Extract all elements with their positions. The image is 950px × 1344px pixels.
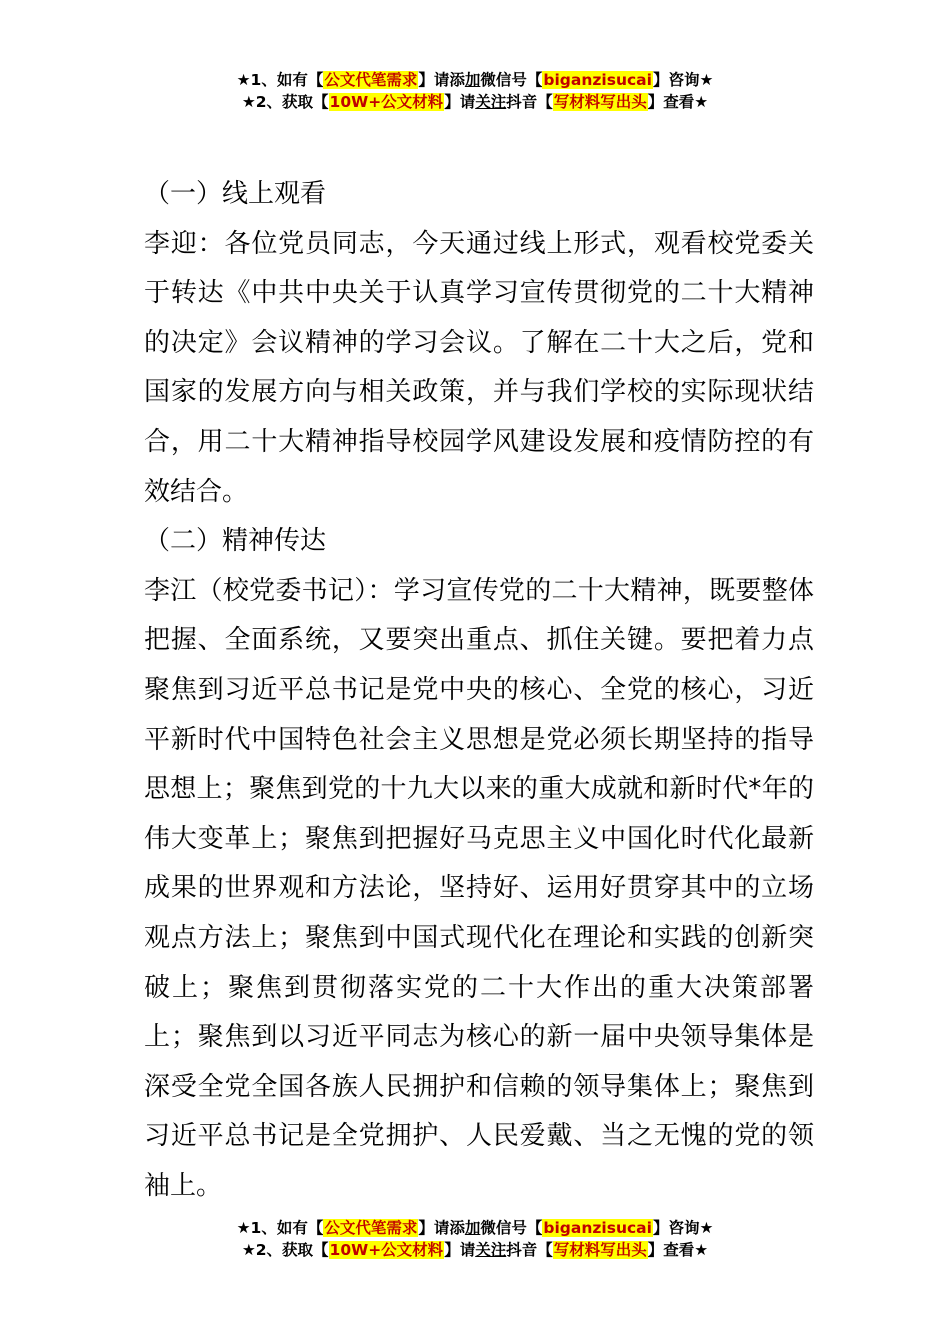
underlined-text: 关注	[475, 1241, 507, 1259]
speech-paragraph-li-jiang: 李江（校党委书记）：学习宣传党的二十大精神，既要整体把握、全面系统，又要突出重点、抓住关键。要把着力点聚焦到习近平总书记是党中央的核心、全党的核心，习近平新时代中国特色社会主义思想是党必须长期坚持的指导思想上；聚焦到党的十九大以来的重大成就和新时代*年的伟大变革上；聚焦到把握好马克思主义中国化时代化最新成果的世界观和方法论，坚持好、运用好贯穿其中的立场观点方法上；聚焦到中国式现代化在理论和实践的创新突破上；聚焦到贯彻落实党的二十大作出的重大决策部署上；聚焦到以习近平同志为核心的新一届中央领导集体是深受全党全国各族人民拥护和信赖的领导集体上；聚焦到习近平总书记是全党拥护、人民爱戴、当之无愧的党的领袖上。	[144, 575, 814, 1201]
promo-footer	[0, 1217, 950, 1261]
section-heading-online-viewing: （一）线上观看	[144, 179, 327, 209]
section-heading-spirit-conveyance: （二）精神传达	[144, 526, 327, 557]
document-body	[144, 170, 814, 1211]
highlight-wechat-id: biganzisucai	[543, 1219, 652, 1237]
promo-line-2	[0, 1239, 950, 1261]
highlight-materials: 10W+公文材料	[329, 1241, 444, 1259]
promo-text: 】请添	[418, 71, 465, 89]
speech-paragraph-li-ying: 李迎：各位党员同志，今天通过线上形式，观看校党委关于转达《中共中央关于认真学习宣传贯彻党的二十大精神的决定》会议精神的学习会议。了解在二十大之后，党和国家的发展方向与相关政策，并与我们学校的实际现状结合，用二十大精神指导校园学风建设发展和疫情防控的有效结合。	[144, 228, 814, 507]
highlight-wechat-id: biganzisucai	[543, 71, 652, 89]
promo-text: 抖音【	[506, 93, 553, 111]
promo-text: 】请	[444, 1241, 476, 1259]
underlined-text: 加	[464, 1219, 481, 1237]
underlined-text: 加	[464, 71, 481, 89]
highlight-douyin-account: 写材料写出头	[553, 1241, 647, 1259]
highlight-douyin-account: 写材料写出头	[553, 93, 647, 111]
promo-line-1	[0, 69, 950, 91]
promo-text: 微信号【	[480, 71, 543, 89]
promo-text: 】咨询★	[652, 71, 714, 89]
promo-header	[0, 69, 950, 113]
underlined-text: 关注	[475, 93, 507, 111]
promo-text: ★1、如有【	[236, 71, 324, 89]
highlight-service: 公文代笔需求	[324, 71, 418, 89]
promo-line-1	[0, 1217, 950, 1239]
promo-text: 】查看★	[647, 1241, 709, 1259]
promo-text: 】咨询★	[652, 1219, 714, 1237]
promo-text: 】查看★	[647, 93, 709, 111]
highlight-service: 公文代笔需求	[324, 1219, 418, 1237]
promo-text: 】请	[444, 93, 476, 111]
promo-text: 抖音【	[506, 1241, 553, 1259]
promo-line-2	[0, 91, 950, 113]
highlight-materials: 10W+公文材料	[329, 93, 444, 111]
promo-text: 】请添	[418, 1219, 465, 1237]
promo-text: ★1、如有【	[236, 1219, 324, 1237]
promo-text: ★2、获取【	[241, 1241, 329, 1259]
promo-text: ★2、获取【	[241, 93, 329, 111]
promo-text: 微信号【	[480, 1219, 543, 1237]
